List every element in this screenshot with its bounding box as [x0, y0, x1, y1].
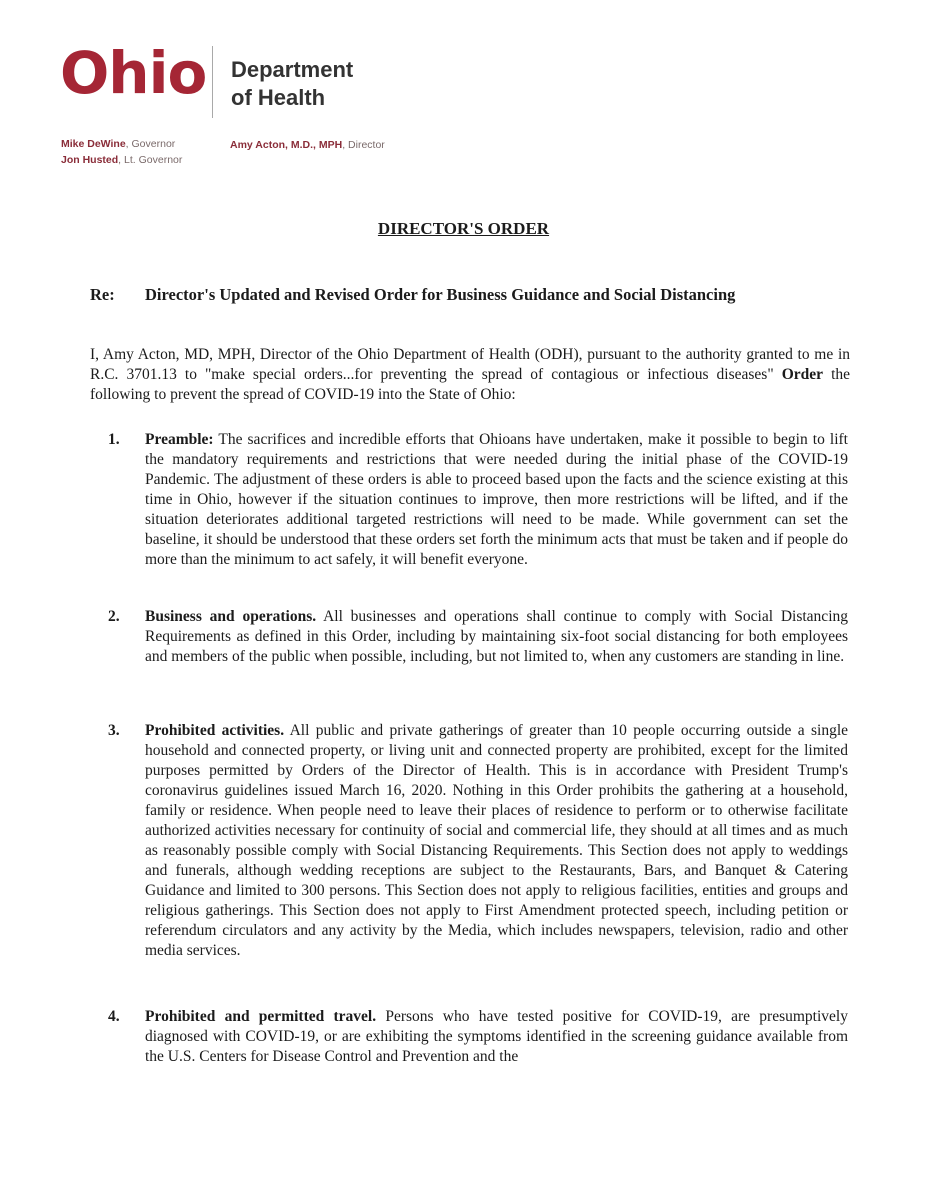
- ohio-logo: Ohio: [60, 39, 207, 107]
- item-body: [145, 430, 848, 570]
- item-heading: Preamble:: [145, 431, 214, 448]
- item-text: All businesses and operations shall continue to comply with Social Distancing Requirements as defined in this Order, including by maintaining six-foot social distancing for both employees and members of the public when possible, including, but not limited to, when any customers are standing in line.: [145, 608, 848, 665]
- governor-title: , Governor: [125, 138, 176, 150]
- intro-paragraph: [90, 345, 850, 405]
- order-item-business-operations: [108, 607, 848, 667]
- item-body: [145, 721, 848, 961]
- lt-governor-name: Jon Husted: [61, 154, 119, 166]
- item-text: Persons who have tested positive for COVID-19, are presumptively diagnosed with COVID-19, or are exhibiting the symptoms identified in the screening guidance available from the U.S. Centers for Disease Control and Prevention and the: [145, 1008, 848, 1065]
- item-number: 2.: [108, 608, 120, 625]
- item-heading: Prohibited activities.: [145, 722, 285, 739]
- director-name: Amy Acton, M.D., MPH: [230, 139, 343, 151]
- item-number: 3.: [108, 722, 120, 739]
- lt-governor-title: , Lt. Governor: [118, 154, 183, 166]
- director-line: [230, 140, 385, 151]
- logo-divider: [212, 46, 213, 118]
- order-item-prohibited-activities: [108, 721, 848, 961]
- re-subject: Director's Updated and Revised Order for Business Guidance and Social Distancing: [145, 285, 736, 304]
- item-body: [145, 1007, 848, 1067]
- lt-governor-line: [61, 155, 182, 166]
- item-text: The sacrifices and incredible efforts that Ohioans have undertaken, make it possible to begin to lift the mandatory requirements and restrictions that were needed during the initial phase of the COVID-19 Pandemic. The adjustment of these orders is able to proceed based upon the facts and the science existing at this time in Ohio, however if the situation continues to improve, then more restrictions will be lifted, and if the situation deteriorates additional targeted restrictions will need to be made. While government can set the baseline, it should be understood that these orders set forth the minimum acts that must be taken and if people do more than the minimum to act safely, it will benefit everyone.: [145, 431, 848, 568]
- item-number: 1.: [108, 431, 120, 448]
- order-item-preamble: [108, 430, 848, 570]
- governor-line: [61, 139, 175, 150]
- document-title: DIRECTOR'S ORDER: [377, 219, 550, 238]
- governor-name: Mike DeWine: [61, 138, 126, 150]
- item-heading: Business and operations.: [145, 608, 317, 625]
- intro-tail: the following to prevent the spread of COVID-19 into the State of Ohio:: [90, 366, 851, 403]
- order-item-travel: [108, 1007, 848, 1067]
- item-heading: Prohibited and permitted travel.: [145, 1008, 377, 1025]
- department-name-line1: Department: [231, 57, 354, 82]
- item-text: All public and private gatherings of greater than 10 people occurring outside a single household and connected property, or living unit and connected property are prohibited, except for the limited purposes permitted by Orders of the Director of Health. This is in accordance with President Trump's coronavirus guidelines issued March 16, 2020. Nothing in this Order prohibits the gathering at a household, family or residence. When people need to leave their places of residence to perform or to otherwise facilitate authorized activities necessary for continuity of social and commercial life, they should at all times and as much as reasonably possible comply with Social Distancing Requirements. This Section does not apply to weddings and funerals, although wedding receptions are subject to the Restaurants, Bars, and Banquet & Catering Guidance and limited to 300 persons. This Section does not apply to religious facilities, entities and groups and religious gatherings. This Section does not apply to First Amendment protected speech, including petition or referendum circulators and any activity by the Media, which includes newspapers, television, radio and other media services.: [145, 722, 849, 959]
- intro-text: I, Amy Acton, MD, MPH, Director of the Ohio Department of Health (ODH), pursuant to the authority granted to me in R.C. 3701.13 to "make special orders...for preventing the spread of contagious or infectious diseases": [90, 346, 850, 383]
- director-title: , Director: [342, 139, 385, 151]
- re-label: Re:: [90, 285, 115, 304]
- item-number: 4.: [108, 1008, 120, 1025]
- intro-order-word: Order: [781, 366, 824, 383]
- department-name-line2: of Health: [231, 85, 326, 110]
- item-body: [145, 607, 848, 667]
